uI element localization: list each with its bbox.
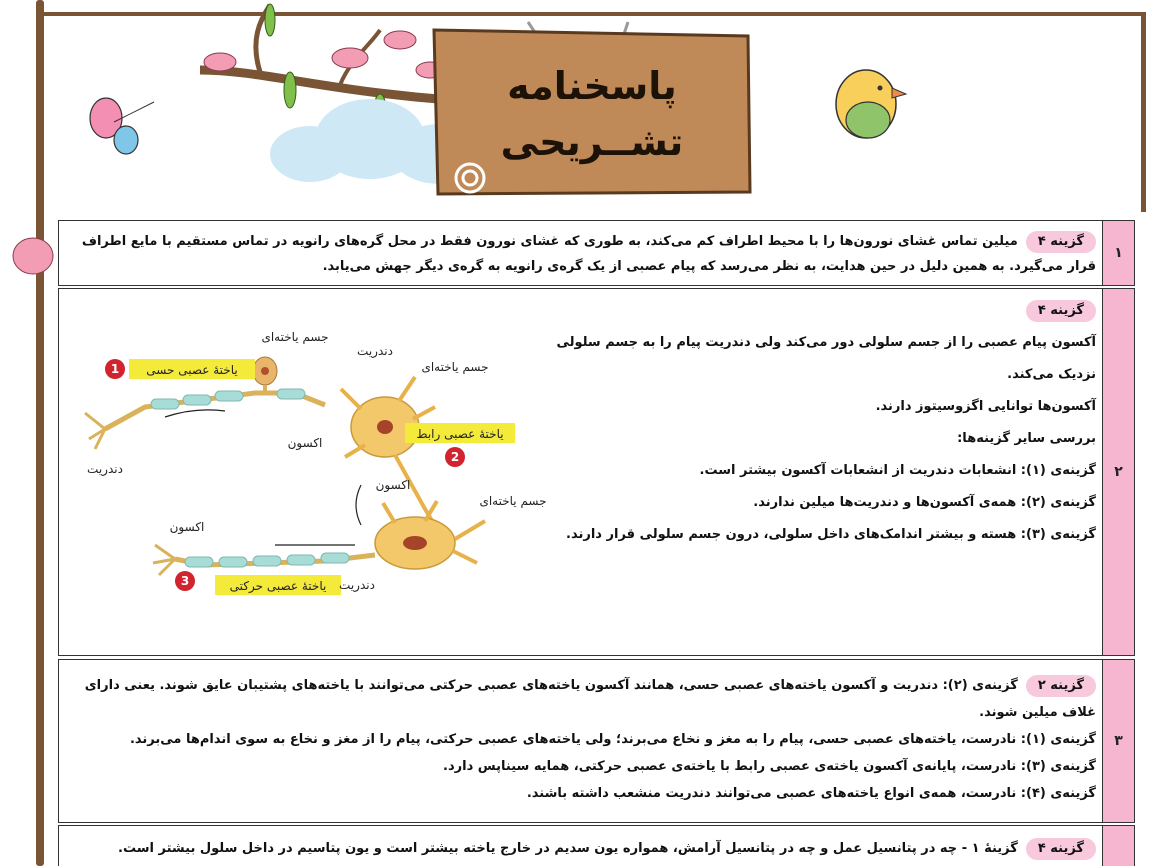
explanation-line: گزینه‌ی (۲): همه‌ی آکسون‌ها و دندریت‌ها میلین ندارند. xyxy=(753,495,1096,510)
page-title xyxy=(428,58,756,170)
explanation-line: گزینه‌ی (۳): نادرست، پایانه‌ی آکسون یاخته‌ی عصبی رابط با یاخته‌ی عصبی حرکتی، همایه سیناپس دارد. xyxy=(443,759,1096,774)
left-frame-branch xyxy=(36,0,44,866)
explanation-line: گزینه‌ی (۴): نادرست، همه‌ی انواع یاخته‌های عصبی می‌توانند دندریت منشعب داشته باشند. xyxy=(526,786,1096,801)
answer-badge: گزینه ۴ xyxy=(1026,300,1096,322)
explanation-line: بررسی سایر گزینه‌ها: xyxy=(957,431,1096,446)
answer-row-4 xyxy=(58,825,1135,866)
answer-row-3 xyxy=(58,659,1135,823)
title-line-2: تشــریحی xyxy=(500,120,684,164)
axon-label: اکسون xyxy=(375,478,411,492)
sensory-neuron-label: یاختهٔ عصبی حسی xyxy=(146,363,238,377)
title-line-1: پاسخنامه xyxy=(507,64,677,108)
answer-badge: گزینه ۴ xyxy=(1026,838,1096,860)
motor-neuron-label: یاختهٔ عصبی حرکتی xyxy=(229,579,327,593)
motor-neuron xyxy=(153,501,485,575)
axon-label: اکسون xyxy=(287,436,323,450)
right-frame-line xyxy=(1141,12,1146,212)
axon-label: اکسون xyxy=(169,520,205,534)
marker-3-label: 3 xyxy=(180,574,190,588)
cell-body-label: جسم یاخته‌ای xyxy=(261,330,329,344)
answer-text: میلین تماس غشای نورون‌ها را با محیط اطراف کم می‌کند، به طوری که غشای نورون فقط در محل گره‌های رانویه در تماس مستقیم با مایع اطراف قرار می‌گیرد. به همین دلیل در حین هدایت، به نظر می‌رسد که پیام عصبی از یک گره‌ی رانویه به گره‌ی دیگر جهش می‌یابد. xyxy=(81,234,1096,274)
interneuron xyxy=(341,377,437,529)
dendrite-label: دندریت xyxy=(87,462,123,476)
marker-1-label: 1 xyxy=(110,362,120,376)
question-number: ۲ xyxy=(1102,289,1134,655)
explanation-line: گزینه‌ی (۱): نادرست، یاخته‌های عصبی حسی، پیام را به مغز و نخاع می‌برند؛ ولی یاخته‌های عصبی حرکتی، پیام را از مغز و نخاع به سوی اندام‌ها می‌برند. xyxy=(129,732,1096,747)
dendrite-label: دندریت xyxy=(339,578,375,592)
explanation-line: گزینه‌ی (۱): انشعابات دندریت از انشعابات آکسون بیشتر است. xyxy=(699,463,1096,478)
dendrite-label: دندریت xyxy=(357,344,393,358)
explanation-line: آکسون پیام عصبی را از جسم سلولی دور می‌کند ولی دندریت پیام را به جسم سلولی نزدیک می‌کند. xyxy=(556,335,1096,382)
explanation-line: گزینه‌ی (۲): دندریت و آکسون یاخته‌های عصبی حسی، همانند آکسون یاخته‌های عصبی حرکتی می‌توانند با یاخته‌های پشتیبان عایق شوند. یعنی دارای غلاف میلین شوند. xyxy=(84,678,1096,720)
cell-body-label: جسم یاخته‌ای xyxy=(479,494,547,508)
bird-icon xyxy=(828,58,908,142)
side-flower-icon xyxy=(8,226,58,282)
question-number xyxy=(1102,826,1134,866)
answer-row-2 xyxy=(58,288,1135,656)
cell-body-label: جسم یاخته‌ای xyxy=(421,360,489,374)
explanation-line: گزینهٔ ۱ - چه در پتانسیل عمل و چه در پتانسیل آرامش، همواره یون سدیم در خارج یاخته بیشتر است و یون پتاسیم در داخل سلول بیشتر است. xyxy=(118,841,1018,856)
arrow-icon xyxy=(356,485,361,525)
butterfly-icon xyxy=(84,92,160,162)
question-number: ۱ xyxy=(1102,221,1134,285)
question-number: ۳ xyxy=(1102,660,1134,822)
explanation-line: آکسون‌ها توانایی اگزوسیتوز دارند. xyxy=(875,399,1096,414)
arrow-icon xyxy=(165,410,225,417)
marker-2-label: 2 xyxy=(450,450,460,464)
interneuron-label: یاختهٔ عصبی رابط xyxy=(416,427,504,441)
answer-badge: گزینه ۲ xyxy=(1026,675,1096,697)
neuron-diagram xyxy=(65,289,547,655)
answer-badge: گزینه ۴ xyxy=(1026,231,1096,253)
answer-row-1 xyxy=(58,220,1135,286)
explanation-line: گزینه‌ی (۳): هسته و بیشتر اندامک‌های داخل سلولی، درون جسم سلولی قرار دارند. xyxy=(566,527,1096,542)
